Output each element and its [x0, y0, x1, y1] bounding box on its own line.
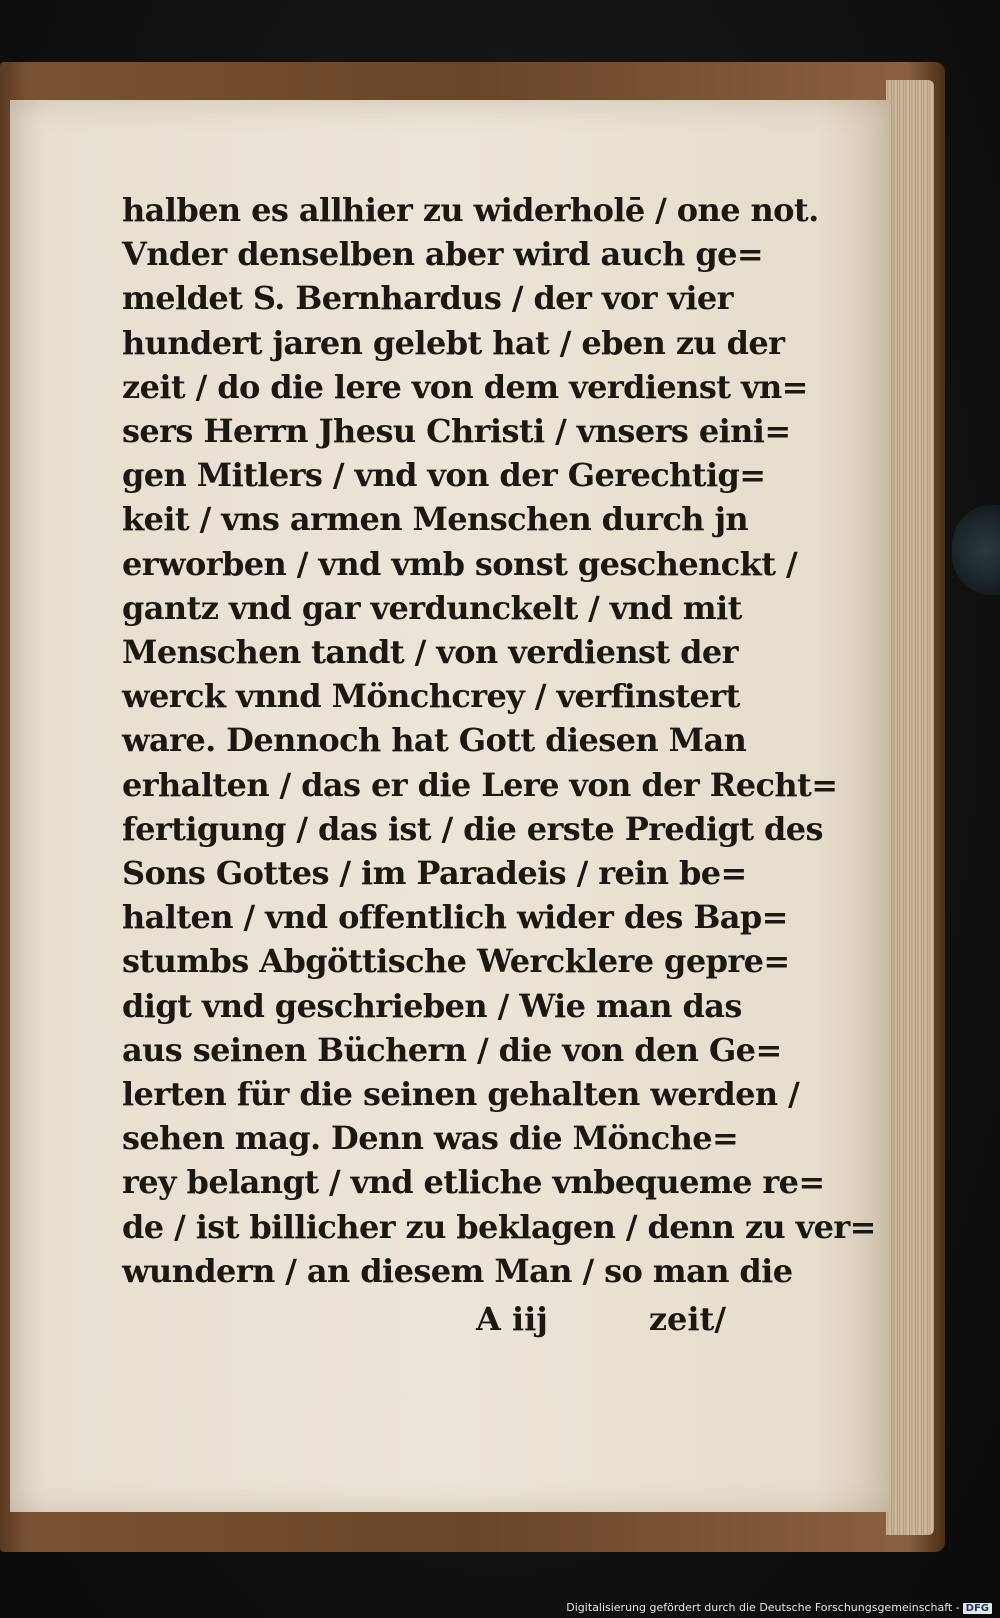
text-line: meldet S. Bernhardus / der vor vier — [122, 279, 733, 318]
text-line: gantz vnd gar verdunckelt / vnd mit — [122, 588, 742, 627]
text-line: stumbs Abgöttische Wercklere gepre= — [122, 942, 790, 981]
text-line: Vnder denselben aber wird auch ge= — [122, 235, 764, 274]
text-line: de / ist billicher zu beklagen / denn zu ver= — [122, 1207, 876, 1246]
page-text — [122, 188, 876, 1293]
text-line: gen Mitlers / vnd von der Gerechtig= — [122, 456, 766, 495]
text-line: fertigung / das ist / die erste Predigt des — [122, 809, 823, 848]
text-line: lerten für die seinen gehalten werden / — [122, 1075, 800, 1114]
text-line: hundert jaren gelebt hat / eben zu der — [122, 323, 785, 362]
text-line: Sons Gottes / im Paradeis / rein be= — [122, 854, 747, 893]
dfg-logo-icon: DFG — [963, 1603, 992, 1614]
text-line: werck vnnd Mönchcrey / verfinstert — [122, 677, 740, 716]
page-footer — [476, 1300, 726, 1344]
page-edges — [886, 80, 934, 1535]
digitization-credit — [566, 1601, 992, 1614]
text-line: halten / vnd offentlich wider des Bap= — [122, 898, 788, 937]
text-line: sers Herrn Jhesu Christi / vnsers eini= — [122, 412, 791, 451]
text-line: erhalten / das er die Lere von der Recht= — [122, 765, 838, 804]
text-line: zeit / do die lere von dem verdienst vn= — [122, 367, 808, 406]
text-line: aus seinen Büchern / die von den Ge= — [122, 1030, 782, 1069]
text-line: Menschen tandt / von verdienst der — [122, 633, 738, 672]
text-line: digt vnd geschrieben / Wie man das — [122, 986, 742, 1025]
text-line: sehen mag. Denn was die Mönche= — [122, 1119, 739, 1158]
text-line: wundern / an diesem Man / so man die — [122, 1251, 793, 1290]
text-line: rey belangt / vnd etliche vnbequeme re= — [122, 1163, 825, 1202]
text-line: halben es allhier zu widerholē / one not. — [122, 191, 819, 229]
credit-text: Digitalisierung gefördert durch die Deutsche Forschungsgemeinschaft - — [566, 1601, 960, 1614]
signature-mark: A iij — [476, 1300, 548, 1338]
catchword: zeit/ — [648, 1300, 726, 1338]
text-line: keit / vns armen Menschen durch jn — [122, 500, 749, 539]
text-line: erworben / vnd vmb sonst geschenckt / — [122, 544, 798, 583]
text-line: ware. Dennoch hat Gott diesen Man — [122, 721, 747, 760]
book-clasp — [952, 505, 1000, 595]
